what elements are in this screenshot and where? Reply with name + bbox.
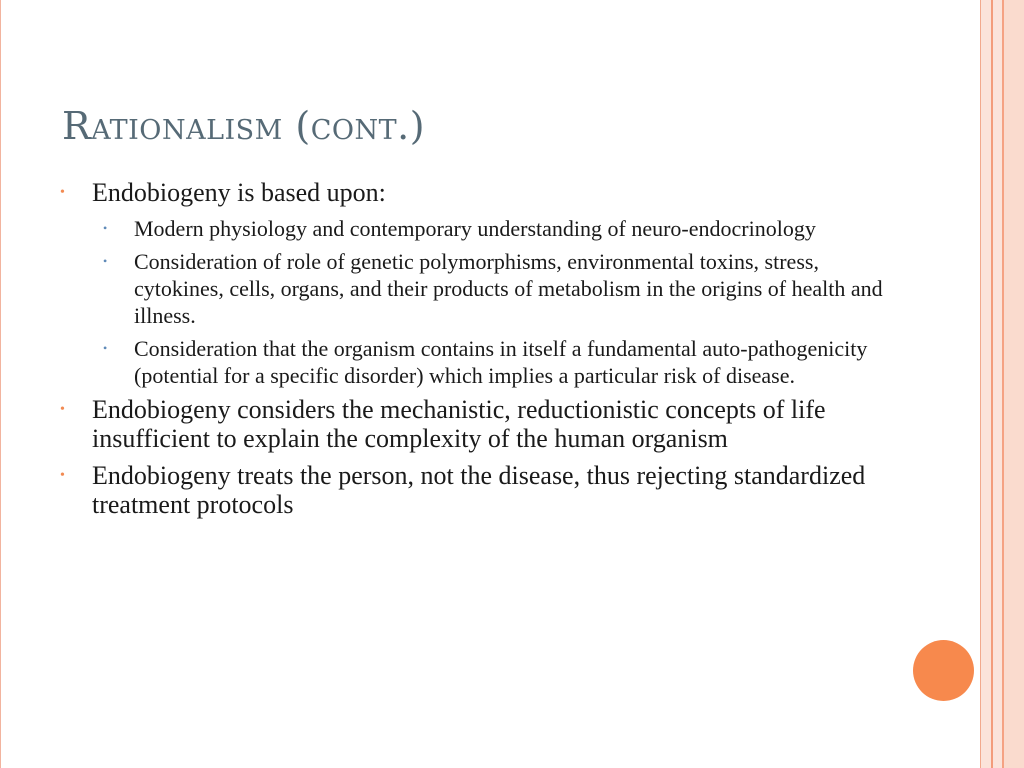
- bullet-list: [60, 178, 900, 527]
- sub-bullet-text: Consideration that the organism contains in itself a fundamental auto-pathogenicity (potential for a specific disorder) which implies a particular risk of disease.: [134, 336, 868, 388]
- sub-bullet-list: [60, 215, 900, 389]
- stripe: [993, 0, 1002, 768]
- bullet-text: Endobiogeny is based upon:: [92, 178, 386, 207]
- sub-bullet-icon: •: [103, 254, 108, 268]
- bullet-item: [60, 461, 900, 519]
- sub-bullet-icon: •: [103, 341, 108, 355]
- sub-bullet-item: [60, 215, 900, 242]
- sub-bullet-text: Consideration of role of genetic polymorphisms, environmental toxins, stress, cytokines, cells, organs, and their products of metabolism in the origins of health and illness.: [134, 249, 883, 328]
- decorative-stripes: [980, 0, 1024, 768]
- bullet-icon: •: [60, 402, 65, 417]
- accent-circle-icon: [913, 640, 974, 701]
- bullet-text: Endobiogeny considers the mechanistic, reductionistic concepts of life insufficient to explain the complexity of the human organism: [92, 395, 826, 453]
- bullet-item: [60, 395, 900, 453]
- bullet-icon: •: [60, 468, 65, 483]
- bullet-icon: •: [60, 185, 65, 200]
- sub-bullet-icon: •: [103, 221, 108, 235]
- sub-bullet-item: [60, 248, 900, 329]
- slide-title: Rationalism (cont.): [62, 104, 426, 148]
- sub-bullet-item: [60, 335, 900, 389]
- bullet-item: [60, 178, 900, 207]
- stripe: [1004, 0, 1024, 768]
- bullet-text: Endobiogeny treats the person, not the disease, thus rejecting standardized treatment protocols: [92, 461, 866, 519]
- stripe: [981, 0, 991, 768]
- sub-bullet-text: Modern physiology and contemporary understanding of neuro-endocrinology: [134, 216, 816, 241]
